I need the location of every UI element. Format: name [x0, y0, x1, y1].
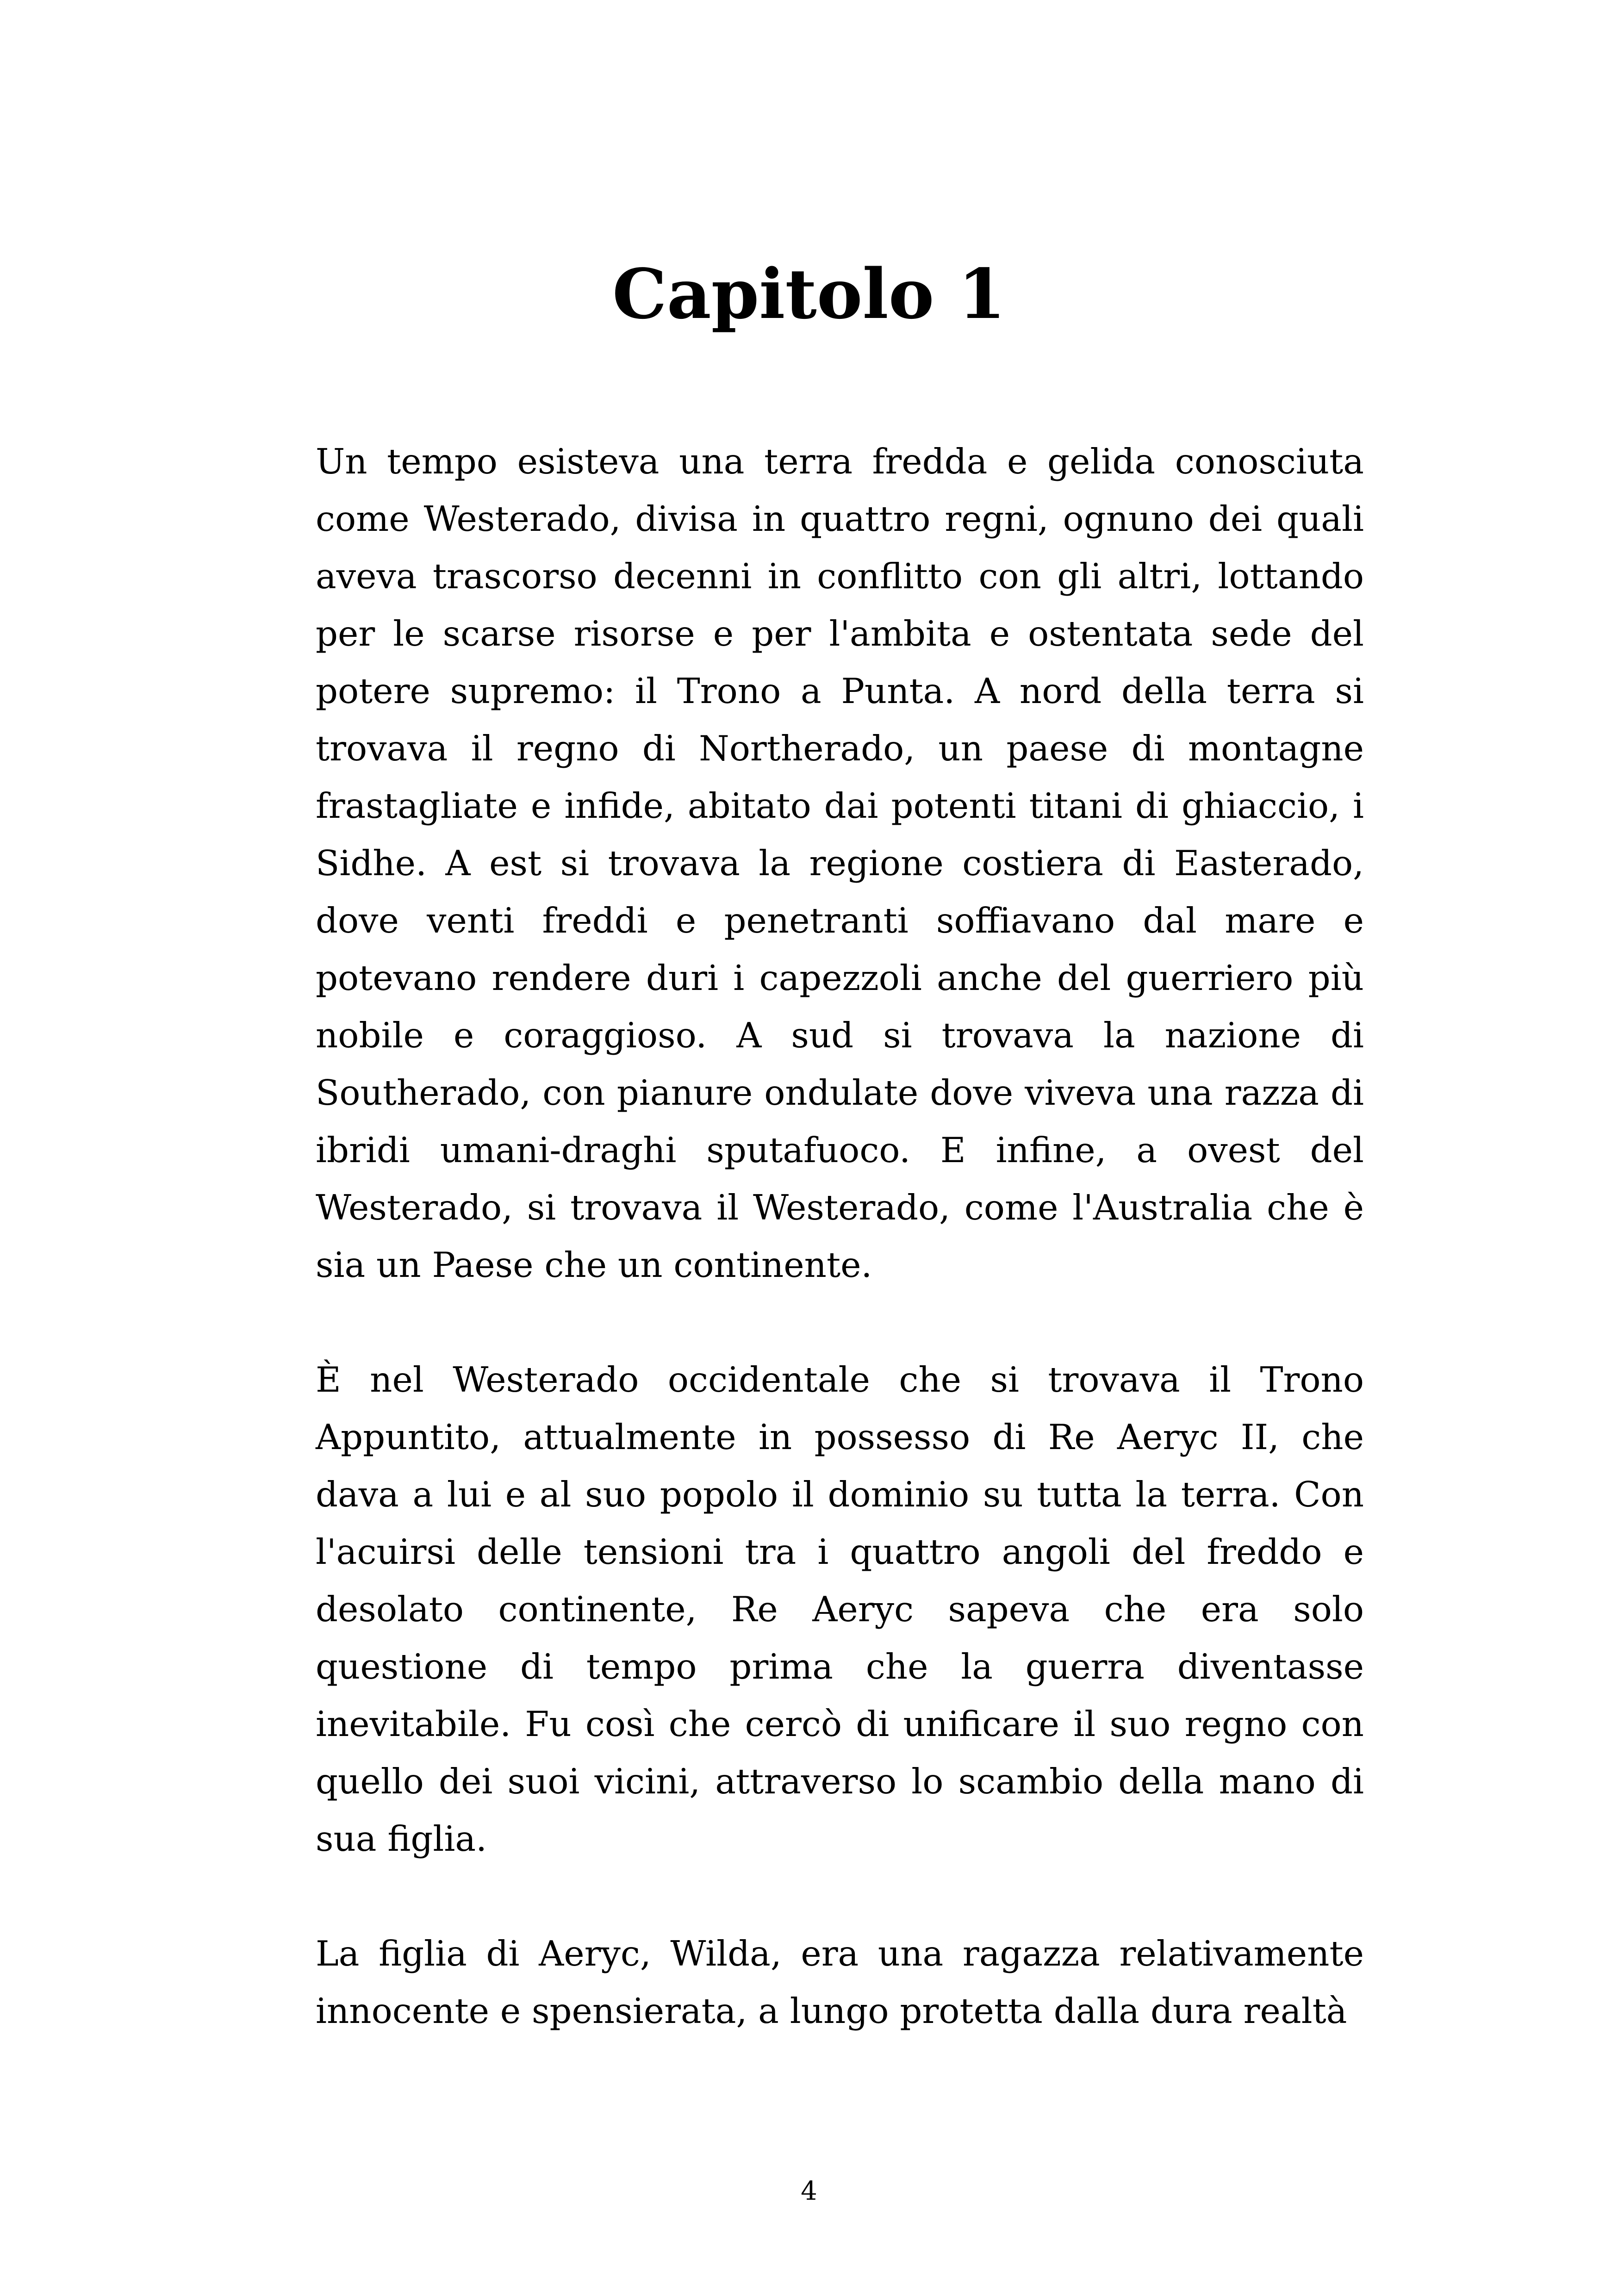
- paragraph: È nel Westerado occidentale che si trovava il Trono Appuntito, attualmente in possesso di Re Aeryc II, che dava a lui e al suo popolo il dominio su tutta la terra. Con l'acuirsi delle tensioni tra i quattro angoli del freddo e desolato continente, Re Aeryc sapeva che era solo questione di tempo prima che la guerra diventasse inevitabile. Fu così che cercò di unificare il suo regno con quello dei suoi vicini, attraverso lo scambio della mano di sua figlia.: [316, 1359, 1364, 1859]
- page-number: 4: [801, 2176, 817, 2206]
- chapter-body: [316, 433, 1364, 2097]
- chapter-title: Capitolo 1: [612, 254, 1006, 334]
- paragraph: Un tempo esisteva una terra fredda e gelida conosciuta come Westerado, divisa in quattro regni, ognuno dei quali aveva trascorso decenni in conflitto con gli altri, lottando per le scarse risorse e per l'ambita e ostentata sede del potere supremo: il Trono a Punta. A nord della terra si trovava il regno di Northerado, un paese di montagne frastagliate e infide, abitato dai potenti titani di ghiaccio, i Sidhe. A est si trovava la regione costiera di Easterado, dove venti freddi e penetranti soffiavano dal mare e potevano rendere duri i capezzoli anche del guerriero più nobile e coraggioso. A sud si trovava la nazione di Southerado, con pianure ondulate dove viveva una razza di ibridi umani-draghi sputafuoco. E infine, a ovest del Westerado, si trovava il Westerado, come l'Australia che è sia un Paese che un continente.: [316, 441, 1364, 1285]
- paragraph: La figlia di Aeryc, Wilda, era una ragazza relativamente innocente e spensierata, a lungo protetta dalla dura realtà: [316, 1933, 1364, 2031]
